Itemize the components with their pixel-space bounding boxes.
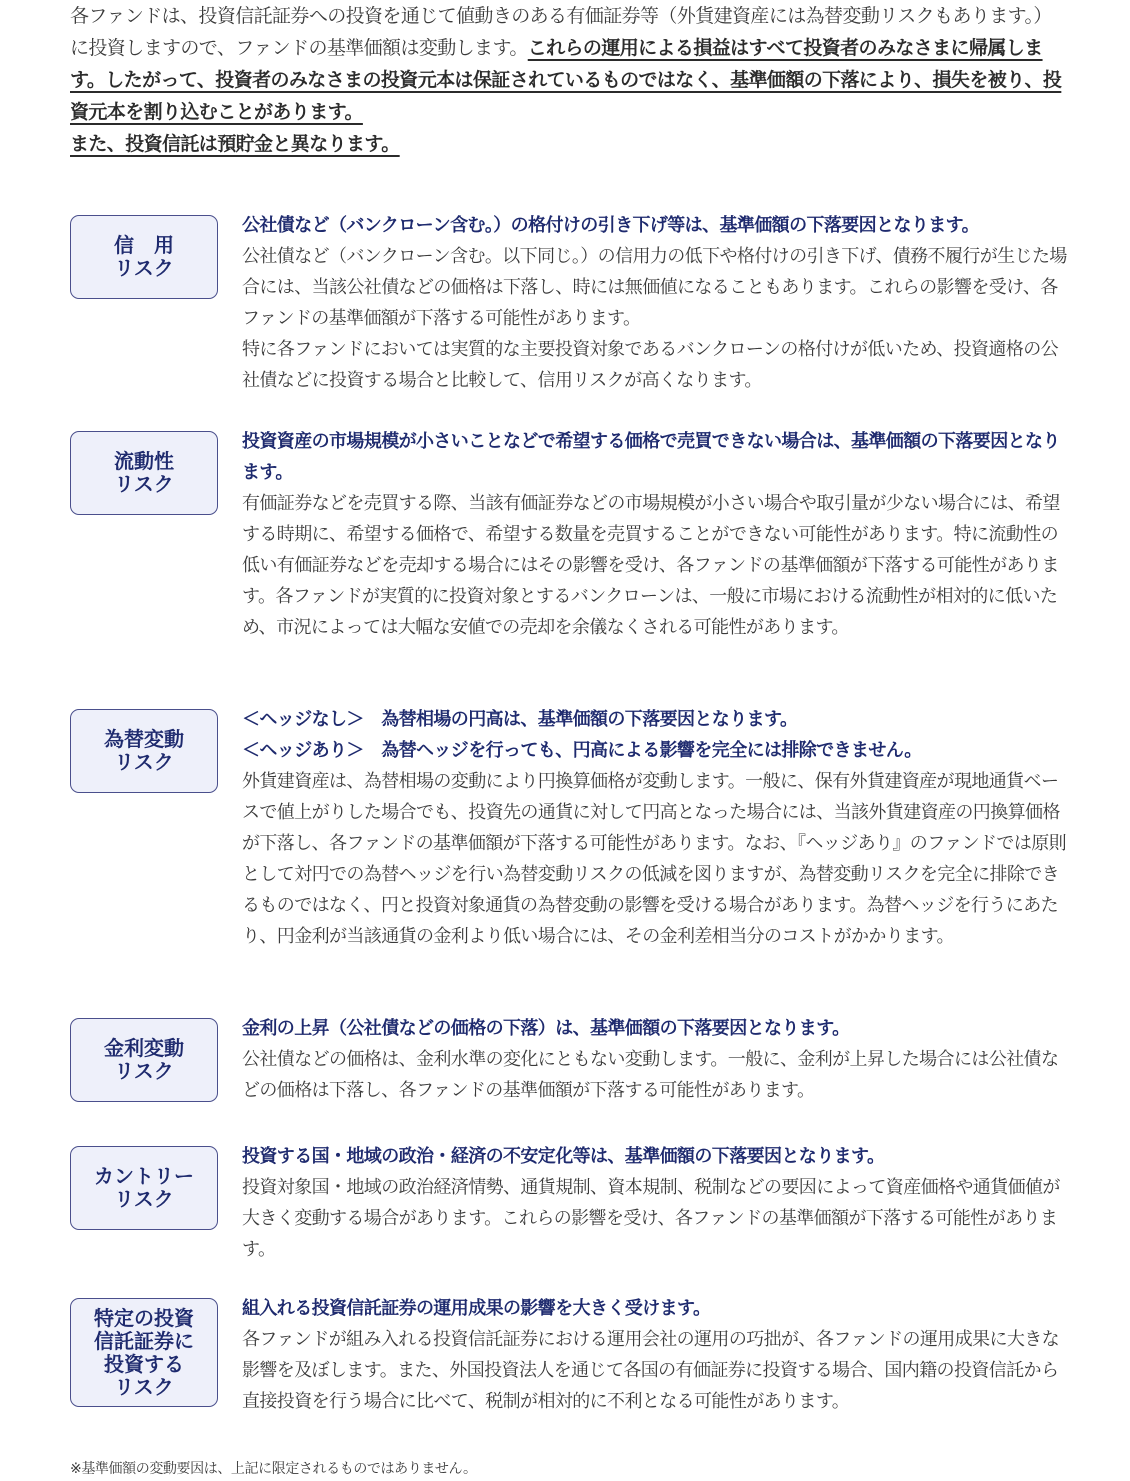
credit-risk-heading: 公社債など（バンクローン含む。）の格付けの引き下げ等は、基準価額の下落要因となります。 bbox=[242, 215, 980, 236]
interest-rate-risk-body: 公社債などの価格は、金利水準の変化にともない変動します。一般に、金利が上昇した場合には公社債などの価格は下落し、各ファンドの基準価額が下落する可能性があります。 bbox=[242, 1049, 1059, 1101]
currency-risk-label-text: 為替変動 リスク bbox=[104, 727, 184, 774]
specific-fund-risk-body: 各ファンドが組み入れる投資信託証券における運用会社の運用の巧拙が、各ファンドの運用成果に大きな影響を及ぼします。また、外国投資法人を通じて各国の有価証券に投資する場合、国内籍の投資信託から直接投資を行う場合に比べて、税制が相対的に不利となる可能性があります。 bbox=[242, 1329, 1060, 1412]
interest-rate-risk-label-text: 金利変動 リスク bbox=[104, 1036, 184, 1083]
currency-risk-body: 外貨建資産は、為替相場の変動により円換算価格が変動します。一般に、保有外貨建資産が現地通貨ベースで値上がりした場合でも、投資先の通貨に対して円高となった場合には、当該外貨建資産の円換算価格が下落し、各ファンドの基準価額が下落する可能性があります。なお、『ヘッジあり』のファンドでは原則として対円での為替ヘッジを行い為替変動リスクの低減を図りますが、為替変動リスクを完全に排除できるものではなく、円と投資対象通貨の為替変動の影響を受ける場合があります。為替ヘッジを行うにあたり、円金利が当該通貨の金利より低い場合には、その金利差相当分のコストがかかります。 bbox=[242, 771, 1067, 947]
currency-risk-label bbox=[70, 709, 218, 793]
interest-rate-risk-heading: 金利の上昇（公社債などの価格の下落）は、基準価額の下落要因となります。 bbox=[242, 1018, 850, 1039]
liquidity-risk-heading: 投資資産の市場規模が小さいことなどで希望する価格で売買できない場合は、基準価額の下落要因となります。 bbox=[242, 431, 1060, 483]
credit-risk-body: 公社債など（バンクローン含む。以下同じ。）の信用力の低下や格付けの引き下げ、債務不履行が生じた場合には、当該公社債などの価格は下落し、時には無価値になることもあります。これらの影響を受け、各ファンドの基準価額が下落する可能性があります。 特に各ファンドにおいては実質的な主要投資対象であるバンクローンの格付けが低いため、投資適格の公社債などに投資する場合と比較して、信用リスクが高くなります。 bbox=[242, 246, 1067, 391]
specific-fund-risk-description bbox=[242, 1293, 1072, 1417]
country-risk-body: 投資対象国・地域の政治経済情勢、通貨規制、資本規制、税制などの要因によって資産価格や通貨価値が大きく変動する場合があります。これらの影響を受け、各ファンドの基準価額が下落する可能性があります。 bbox=[242, 1177, 1060, 1260]
interest-rate-risk-description bbox=[242, 1013, 1072, 1106]
liquidity-risk-body: 有価証券などを売買する際、当該有価証券などの市場規模が小さい場合や取引量が少ない場合には、希望する時期に、希望する価格で、希望する数量を売買することができない可能性があります。特に流動性の低い有価証券などを売却する場合にはその影響を受け、各ファンドの基準価額が下落する可能性があります。各ファンドが実質的に投資対象とするバンクローンは、一般に市場における流動性が相対的に低いため、市況によっては大幅な安値での売却を余儀なくされる可能性があります。 bbox=[242, 493, 1060, 638]
currency-risk-heading-unhedged: ＜ヘッジなし＞ 為替相場の円高は、基準価額の下落要因となります。 bbox=[242, 709, 798, 730]
country-risk-heading: 投資する国・地域の政治・経済の不安定化等は、基準価額の下落要因となります。 bbox=[242, 1146, 885, 1167]
specific-fund-risk-heading: 組入れる投資信託証券の運用成果の影響を大きく受けます。 bbox=[242, 1298, 711, 1319]
liquidity-risk-label bbox=[70, 431, 218, 515]
liquidity-risk-description bbox=[242, 426, 1072, 643]
currency-risk-heading-hedged: ＜ヘッジあり＞ 為替ヘッジを行っても、円高による影響を完全には排除できません。 bbox=[242, 740, 922, 761]
intro-emphasis-text: これらの運用による損益はすべて投資者のみなさまに帰属します。したがって、投資者のみなさまの投資元本は保証されているものではなく、基準価額の下落により、損失を被り、投資元本を割り込むことがあります。 bbox=[70, 37, 1062, 123]
credit-risk-label-text: 信 用 リスク bbox=[114, 233, 174, 280]
liquidity-risk-label-text: 流動性 リスク bbox=[114, 449, 174, 496]
credit-risk-label bbox=[70, 215, 218, 299]
intro-paragraph bbox=[70, 0, 1070, 160]
specific-fund-risk-label bbox=[70, 1298, 218, 1407]
specific-fund-risk-label-text: 特定の投資 信託証券に 投資する リスク bbox=[94, 1305, 194, 1399]
currency-risk-description bbox=[242, 704, 1072, 952]
country-risk-label bbox=[70, 1146, 218, 1230]
intro-emphasis-text-2: また、投資信託は預貯金と異なります。 bbox=[70, 133, 400, 155]
intro-plain-text: 各ファンドは、投資信託証券への投資を通じて値動きのある有価証券等（外貨建資産には為替変動リスクもあります。）に投資しますので、ファンドの基準価額は変動します。 bbox=[70, 5, 1052, 59]
interest-rate-risk-label bbox=[70, 1018, 218, 1102]
country-risk-label-text: カントリー リスク bbox=[94, 1164, 194, 1211]
country-risk-description bbox=[242, 1141, 1072, 1265]
credit-risk-description bbox=[242, 210, 1072, 396]
footnote: ※基準価額の変動要因は、上記に限定されるものではありません。 bbox=[70, 1461, 477, 1477]
